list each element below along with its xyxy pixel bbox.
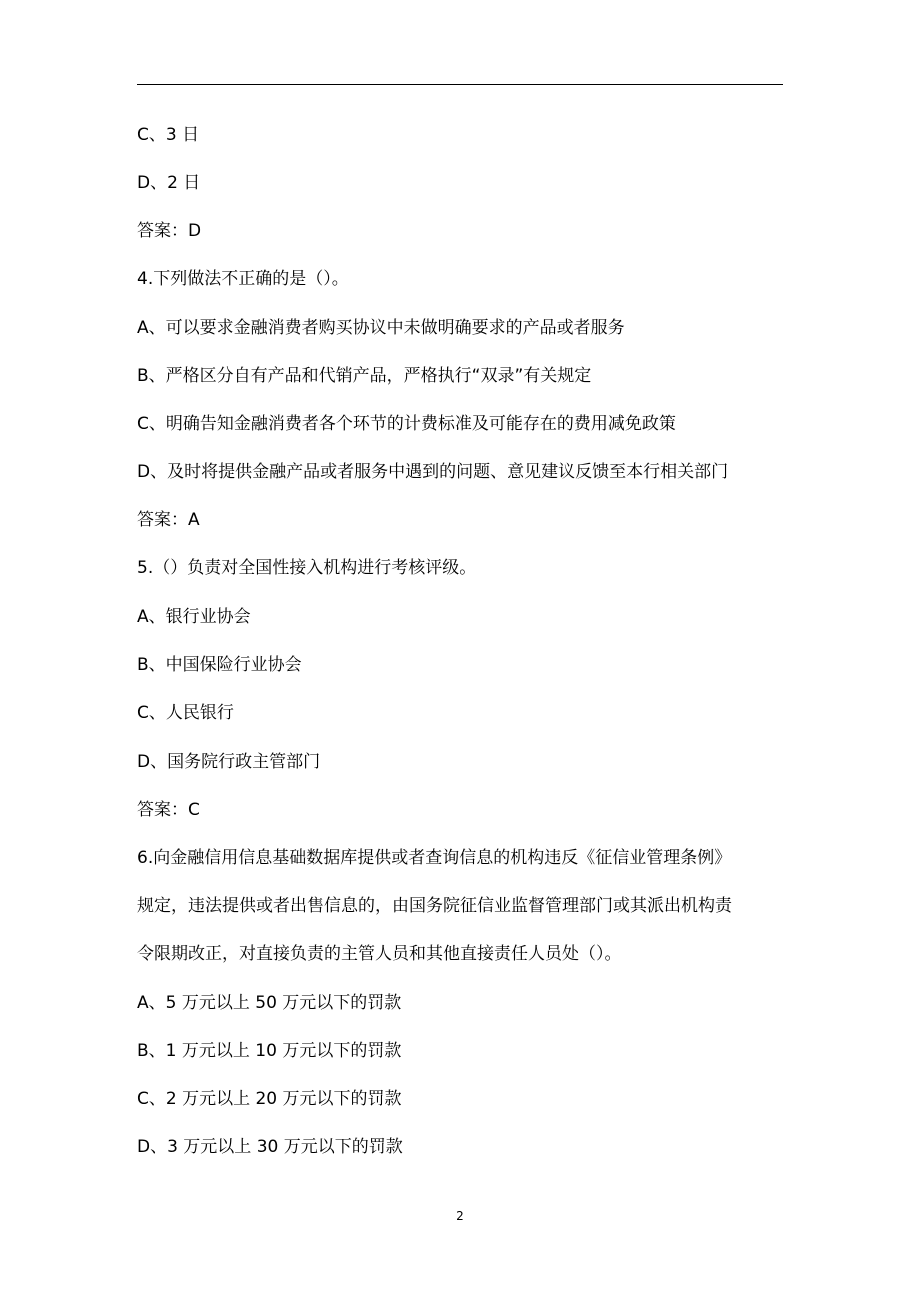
- option-c-q4: C、明确告知金融消费者各个环节的计费标准及可能存在的费用减免政策: [137, 414, 676, 434]
- option-c-q3: C、3 日: [137, 125, 200, 145]
- option-b-q5: B、中国保险行业协会: [137, 655, 302, 675]
- header-rule: [137, 84, 783, 85]
- option-a-q6: A、5 万元以上 50 万元以下的罚款: [137, 993, 402, 1013]
- option-a-q4: A、可以要求金融消费者购买协议中未做明确要求的产品或者服务: [137, 318, 625, 338]
- option-d-q3: D、2 日: [137, 173, 201, 193]
- option-c-q6: C、2 万元以上 20 万元以下的罚款: [137, 1089, 402, 1109]
- page-number: 2: [456, 1209, 464, 1223]
- question-6-line-2: 规定，违法提供或者出售信息的，由国务院征信业监督管理部门或其派出机构责: [137, 896, 732, 916]
- answer-q4: 答案：A: [137, 510, 200, 530]
- option-c-q5: C、人民银行: [137, 703, 234, 723]
- option-d-q5: D、国务院行政主管部门: [137, 752, 321, 772]
- answer-q5: 答案：C: [137, 800, 200, 820]
- question-5: 5.（）负责对全国性接入机构进行考核评级。: [137, 558, 477, 578]
- option-d-q6: D、3 万元以上 30 万元以下的罚款: [137, 1137, 403, 1157]
- option-d-q4: D、及时将提供金融产品或者服务中遇到的问题、意见建议反馈至本行相关部门: [137, 462, 729, 482]
- question-6-line-1: 6.向金融信用信息基础数据库提供或者查询信息的机构违反《征信业管理条例》: [137, 848, 732, 868]
- answer-q3: 答案：D: [137, 221, 202, 241]
- question-6-line-3: 令限期改正，对直接负责的主管人员和其他直接责任人员处（）。: [137, 944, 622, 964]
- option-b-q6: B、1 万元以上 10 万元以下的罚款: [137, 1041, 402, 1061]
- question-4: 4.下列做法不正确的是（）。: [137, 269, 349, 289]
- option-b-q4: B、严格区分自有产品和代销产品，严格执行“双录”有关规定: [137, 366, 592, 386]
- option-a-q5: A、银行业协会: [137, 607, 251, 627]
